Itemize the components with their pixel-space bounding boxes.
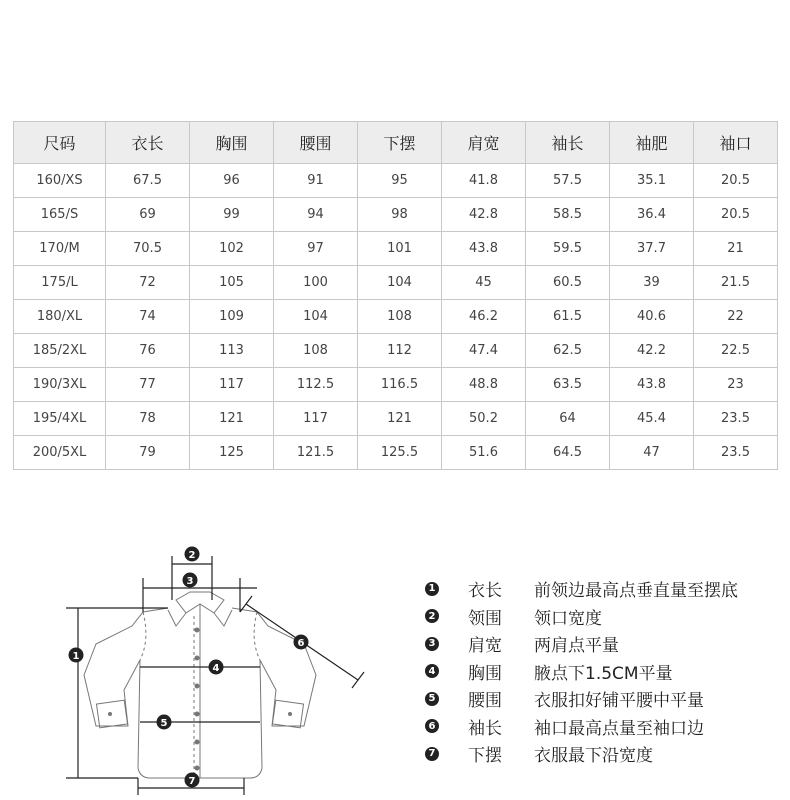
size-cell: 175/L	[14, 266, 106, 300]
svg-text:1: 1	[72, 651, 80, 662]
value-cell: 59.5	[526, 232, 610, 266]
value-cell: 101	[358, 232, 442, 266]
value-cell: 121	[190, 402, 274, 436]
table-row	[14, 368, 778, 402]
value-cell: 74	[106, 300, 190, 334]
marker-6	[294, 635, 309, 650]
legend-term: 衣长	[468, 581, 502, 602]
value-cell: 40.6	[610, 300, 694, 334]
svg-text:3: 3	[186, 576, 194, 587]
value-cell: 76	[106, 334, 190, 368]
value-cell: 91	[274, 164, 358, 198]
legend-number-badge: 4	[425, 664, 439, 678]
size-cell: 160/XS	[14, 164, 106, 198]
value-cell: 109	[190, 300, 274, 334]
legend-item	[425, 740, 738, 768]
header-shoulder: 肩宽	[442, 122, 526, 164]
value-cell: 58.5	[526, 198, 610, 232]
size-chart-table	[13, 121, 778, 470]
value-cell: 72	[106, 266, 190, 300]
value-cell: 121.5	[274, 436, 358, 470]
value-cell: 79	[106, 436, 190, 470]
value-cell: 125	[190, 436, 274, 470]
value-cell: 60.5	[526, 266, 610, 300]
table-header-row	[14, 122, 778, 164]
value-cell: 64	[526, 402, 610, 436]
value-cell: 112	[358, 334, 442, 368]
value-cell: 35.1	[610, 164, 694, 198]
value-cell: 43.8	[442, 232, 526, 266]
shirt-measurement-diagram	[0, 530, 400, 800]
legend-number-badge: 5	[425, 692, 439, 706]
legend-number-badge: 2	[425, 609, 439, 623]
value-cell: 108	[358, 300, 442, 334]
value-cell: 104	[358, 266, 442, 300]
value-cell: 121	[358, 402, 442, 436]
size-cell: 195/4XL	[14, 402, 106, 436]
value-cell: 105	[190, 266, 274, 300]
legend-number-badge: 1	[425, 582, 439, 596]
value-cell: 77	[106, 368, 190, 402]
measurement-legend	[425, 575, 738, 768]
table-row	[14, 436, 778, 470]
table-row	[14, 300, 778, 334]
legend-term: 领围	[468, 608, 502, 629]
header-sleeve-length: 袖长	[526, 122, 610, 164]
legend-item	[425, 658, 738, 686]
value-cell: 45.4	[610, 402, 694, 436]
marker-2	[185, 547, 200, 562]
value-cell: 43.8	[610, 368, 694, 402]
value-cell: 45	[442, 266, 526, 300]
value-cell: 47.4	[442, 334, 526, 368]
value-cell: 22	[694, 300, 778, 334]
value-cell: 46.2	[442, 300, 526, 334]
header-hem: 下摆	[358, 122, 442, 164]
table-row	[14, 164, 778, 198]
value-cell: 48.8	[442, 368, 526, 402]
header-size: 尺码	[14, 122, 106, 164]
size-cell: 190/3XL	[14, 368, 106, 402]
value-cell: 21	[694, 232, 778, 266]
value-cell: 97	[274, 232, 358, 266]
value-cell: 21.5	[694, 266, 778, 300]
table-row	[14, 402, 778, 436]
marker-7	[185, 773, 200, 788]
size-cell: 180/XL	[14, 300, 106, 334]
header-chest: 胸围	[190, 122, 274, 164]
value-cell: 42.8	[442, 198, 526, 232]
legend-item	[425, 685, 738, 713]
value-cell: 67.5	[106, 164, 190, 198]
value-cell: 63.5	[526, 368, 610, 402]
value-cell: 64.5	[526, 436, 610, 470]
marker-3	[183, 573, 198, 588]
value-cell: 113	[190, 334, 274, 368]
value-cell: 42.2	[610, 334, 694, 368]
legend-description: 衣服最下沿宽度	[534, 746, 653, 767]
value-cell: 50.2	[442, 402, 526, 436]
value-cell: 22.5	[694, 334, 778, 368]
header-waist: 腰围	[274, 122, 358, 164]
value-cell: 41.8	[442, 164, 526, 198]
legend-term: 胸围	[468, 663, 502, 684]
value-cell: 61.5	[526, 300, 610, 334]
legend-description: 前领边最高点垂直量至摆底	[534, 581, 738, 602]
legend-description: 袖口最高点量至袖口边	[534, 718, 704, 739]
value-cell: 125.5	[358, 436, 442, 470]
legend-description: 两肩点平量	[534, 636, 619, 657]
legend-item	[425, 630, 738, 658]
table-row	[14, 334, 778, 368]
value-cell: 94	[274, 198, 358, 232]
value-cell: 62.5	[526, 334, 610, 368]
legend-description: 衣服扣好铺平腰中平量	[534, 691, 704, 712]
table-row	[14, 266, 778, 300]
legend-description: 腋点下1.5CM平量	[534, 663, 673, 684]
header-cuff: 袖口	[694, 122, 778, 164]
legend-item	[425, 575, 738, 603]
value-cell: 95	[358, 164, 442, 198]
value-cell: 57.5	[526, 164, 610, 198]
value-cell: 20.5	[694, 164, 778, 198]
svg-text:4: 4	[212, 663, 220, 674]
size-cell: 200/5XL	[14, 436, 106, 470]
legend-term: 肩宽	[468, 636, 502, 657]
marker-5	[157, 715, 172, 730]
value-cell: 104	[274, 300, 358, 334]
value-cell: 78	[106, 402, 190, 436]
value-cell: 99	[190, 198, 274, 232]
table-row	[14, 198, 778, 232]
value-cell: 116.5	[358, 368, 442, 402]
legend-term: 腰围	[468, 691, 502, 712]
value-cell: 51.6	[442, 436, 526, 470]
size-cell: 185/2XL	[14, 334, 106, 368]
value-cell: 23.5	[694, 436, 778, 470]
size-cell: 165/S	[14, 198, 106, 232]
value-cell: 20.5	[694, 198, 778, 232]
legend-number-badge: 3	[425, 637, 439, 651]
marker-4	[209, 660, 224, 675]
value-cell: 37.7	[610, 232, 694, 266]
svg-text:6: 6	[297, 638, 305, 649]
value-cell: 36.4	[610, 198, 694, 232]
svg-text:7: 7	[188, 776, 196, 787]
value-cell: 100	[274, 266, 358, 300]
value-cell: 70.5	[106, 232, 190, 266]
legend-term: 下摆	[468, 746, 502, 767]
marker-1	[69, 648, 84, 663]
value-cell: 96	[190, 164, 274, 198]
header-sleeve-width: 袖肥	[610, 122, 694, 164]
header-length: 衣长	[106, 122, 190, 164]
value-cell: 117	[274, 402, 358, 436]
legend-item	[425, 713, 738, 741]
value-cell: 69	[106, 198, 190, 232]
value-cell: 47	[610, 436, 694, 470]
value-cell: 98	[358, 198, 442, 232]
value-cell: 102	[190, 232, 274, 266]
svg-text:2: 2	[188, 550, 196, 561]
value-cell: 112.5	[274, 368, 358, 402]
size-cell: 170/M	[14, 232, 106, 266]
value-cell: 23	[694, 368, 778, 402]
legend-number-badge: 7	[425, 747, 439, 761]
legend-number-badge: 6	[425, 719, 439, 733]
legend-term: 袖长	[468, 718, 502, 739]
value-cell: 117	[190, 368, 274, 402]
legend-description: 领口宽度	[534, 608, 602, 629]
legend-item	[425, 603, 738, 631]
value-cell: 108	[274, 334, 358, 368]
table-row	[14, 232, 778, 266]
value-cell: 39	[610, 266, 694, 300]
value-cell: 23.5	[694, 402, 778, 436]
svg-text:5: 5	[160, 718, 168, 729]
